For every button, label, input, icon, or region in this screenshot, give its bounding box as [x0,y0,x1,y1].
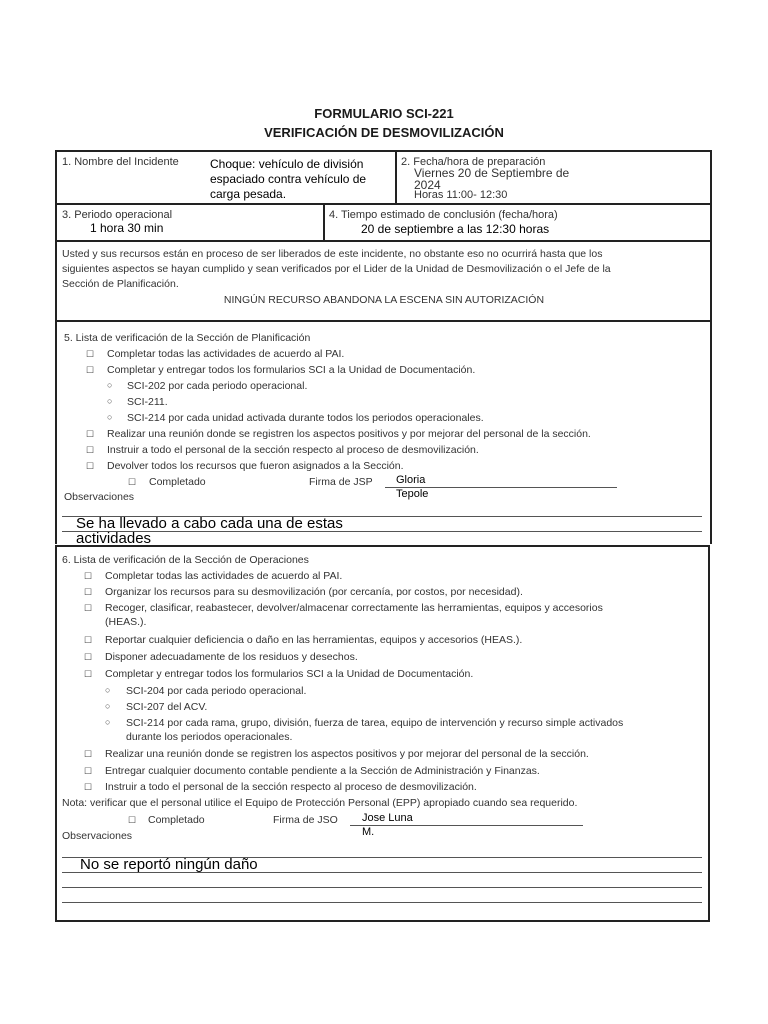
time-value: 20 de septiembre a las 12:30 horas [361,222,550,236]
list-item: SCI-211. [127,396,168,408]
checkbox-icon[interactable]: ☐ [84,669,93,679]
checkbox-icon[interactable]: ☐ [86,349,95,359]
incident-value: carga pesada. [210,187,287,201]
circle-bullet-icon: ○ [107,412,113,422]
checkbox-icon[interactable]: ☐ [86,365,95,375]
list-item: SCI-214 por cada unidad activada durante todos los periodos operacionales. [127,412,484,424]
date-label: 2. Fecha/hora de preparación [401,156,546,168]
list-item: Disponer adecuadamente de los residuos y desechos. [105,651,358,663]
list-item: Entregar cualquier documento contable pendiente a la Sección de Administración y Finanzas. [105,765,540,777]
checkbox-icon[interactable]: ☐ [84,571,93,581]
observations-text: Se ha llevado a cabo cada una de estas [76,515,343,532]
section5-title: 5. Lista de verificación de la Sección de Planificación [64,332,311,344]
circle-bullet-icon: ○ [105,701,111,711]
list-item: Organizar los recursos para su desmovilización (por cercanía, por costos, por necesidad). [105,586,523,598]
list-item: Reportar cualquier deficiencia o daño en las herramientas, equipos y accesorios (HEAS.). [105,634,523,646]
incident-label: 1. Nombre del Incidente [62,156,179,168]
list-item: Realizar una reunión donde se registren los aspectos positivos y por mejorar del personal de la sección. [105,748,589,760]
notice-text: siguientes aspectos se hayan cumplido y sean verificados por el Lider de la Unidad de Desmovilización o el Jefe de la [62,263,611,275]
list-item: (HEAS.). [105,616,147,628]
checkbox-icon[interactable]: ☐ [86,445,95,455]
notice-text: Usted y sus recursos están en proceso de ser liberados de este incidente, no obstante eso no ocurrirá hasta que los [62,248,603,260]
circle-bullet-icon: ○ [107,380,113,390]
completed-label: Completado [148,814,205,826]
signature-label: Firma de JSO [273,814,338,826]
observations-text: No se reportó ningún daño [80,856,258,873]
list-item: Realizar una reunión donde se registren los aspectos positivos y por mejorar del personal de la sección. [107,428,591,440]
list-item: Instruir a todo el personal de la sección respecto al proceso de desmovilización. [105,781,477,793]
checkbox-icon[interactable]: ☐ [86,461,95,471]
form-title: FORMULARIO SCI-221 [314,106,454,121]
form-subtitle: VERIFICACIÓN DE DESMOVILIZACIÓN [264,125,504,140]
checkbox-icon[interactable]: ☐ [128,477,137,487]
observations-label: Observaciones [62,830,133,842]
checkbox-icon[interactable]: ☐ [84,652,93,662]
checkbox-icon[interactable]: ☐ [84,635,93,645]
notice-text: Sección de Planificación. [62,278,179,290]
list-item: durante los periodos operacionales. [126,731,293,743]
signature-value: M. [362,826,375,838]
checkbox-icon[interactable]: ☐ [128,815,137,825]
list-item: Recoger, clasificar, reabastecer, devolver/almacenar correctamente las herramientas, equipos y accesorios [105,602,603,614]
date-value: 2024 [414,178,441,192]
warning-text: NINGÚN RECURSO ABANDONA LA ESCENA SIN AUTORIZACIÓN [223,294,545,306]
checkbox-icon[interactable]: ☐ [86,429,95,439]
section6-title: 6. Lista de verificación de la Sección de Operaciones [62,554,309,566]
checkbox-icon[interactable]: ☐ [84,782,93,792]
signature-value: Jose Luna [362,812,413,824]
list-item: SCI-202 por cada periodo operacional. [127,380,308,392]
period-value: 1 hora 30 min [90,221,164,235]
circle-bullet-icon: ○ [107,396,113,406]
incident-value: Choque: vehículo de división [210,157,364,171]
signature-value: Tepole [396,488,429,500]
time-label: 4. Tiempo estimado de conclusión (fecha/hora) [329,209,558,221]
date-value: Horas 11:00- 12:30 [414,189,508,201]
checkbox-icon[interactable]: ☐ [84,587,93,597]
list-item: Completar todas las actividades de acuerdo al PAI. [105,570,343,582]
list-item: SCI-204 por cada periodo operacional. [126,685,307,697]
list-item: SCI-214 por cada rama, grupo, división, fuerza de tarea, equipo de intervención y recurso simple activados [126,717,624,729]
checkbox-icon[interactable]: ☐ [84,749,93,759]
list-item: Completar y entregar todos los formularios SCI a la Unidad de Documentación. [105,668,474,680]
checkbox-icon[interactable]: ☐ [84,766,93,776]
completed-label: Completado [149,476,206,488]
date-value: Viernes 20 de Septiembre de [414,166,570,180]
observations-text: actividades [76,530,152,547]
period-label: 3. Periodo operacional [62,209,173,221]
list-item: Devolver todos los recursos que fueron asignados a la Sección. [107,460,404,472]
signature-label: Firma de JSP [309,476,373,488]
incident-value: espaciado contra vehículo de [210,172,367,186]
circle-bullet-icon: ○ [105,717,111,727]
list-item: Completar todas las actividades de acuerdo al PAI. [107,348,345,360]
note-text: Nota: verificar que el personal utilice el Equipo de Protección Personal (EPP) apropiado cuando sea requerido. [62,797,578,809]
list-item: Instruir a todo el personal de la sección respecto al proceso de desmovilización. [107,444,479,456]
circle-bullet-icon: ○ [105,685,111,695]
list-item: Completar y entregar todos los formularios SCI a la Unidad de Documentación. [107,364,476,376]
checkbox-icon[interactable]: ☐ [84,603,93,613]
observations-label: Observaciones [64,491,135,503]
list-item: SCI-207 del ACV. [126,701,208,713]
signature-value: Gloria [396,474,426,486]
